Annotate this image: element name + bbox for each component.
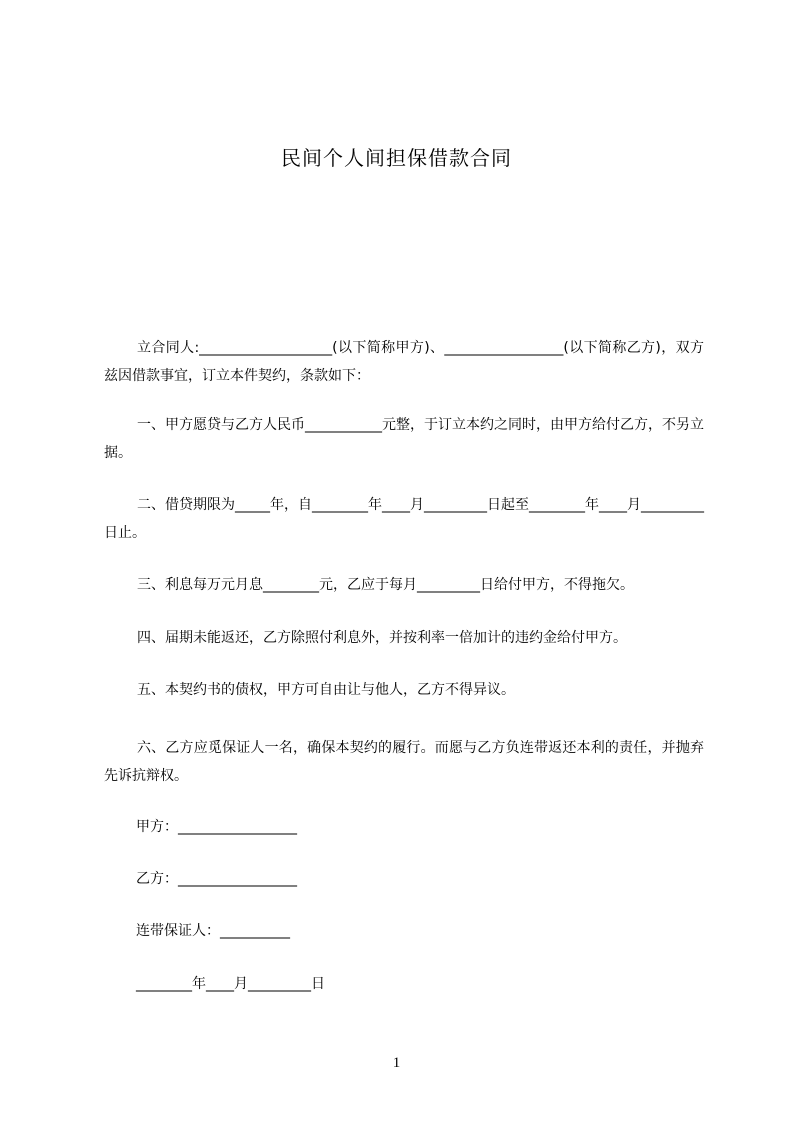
clause-text: 五、本契约书的债权，甲方可自由让与他人，乙方不得异议。	[137, 682, 515, 698]
party-a-signature: 甲方：_________________	[136, 819, 297, 835]
clause-5	[104, 676, 704, 704]
clause-3	[104, 571, 704, 599]
document-title: 民间个人间担保借款合同	[281, 146, 512, 170]
clause-2	[104, 491, 704, 547]
page-number: 1	[392, 1055, 401, 1071]
clause-text: 三、利息每万元月息________元，乙应于每月_________日给付甲方，不得拖欠。	[137, 577, 634, 593]
party-b-signature: 乙方：_________________	[136, 871, 297, 887]
clause-6	[104, 734, 704, 790]
clause-1	[104, 411, 704, 467]
signing-date: ________年____月_________日	[136, 976, 325, 992]
clause-4	[104, 624, 704, 652]
clause-text: 立合同人:___________________(以下简称甲方)、_________________(以下简称乙方)，双方兹因借款事宜，订立本件契约，条款如下：	[104, 340, 704, 384]
clause-text: 一、甲方愿贷与乙方人民币___________元整，于订立本约之同时，由甲方给付乙方，不另立据。	[104, 417, 704, 461]
clause-text: 六、乙方应觅保证人一名，确保本契约的履行。而愿与乙方负连带返还本利的责任，并抛弃先诉抗辩权。	[104, 740, 704, 784]
clause-text: 四、届期未能返还，乙方除照付利息外，并按利率一倍加计的违约金给付甲方。	[137, 630, 627, 646]
clause-text: 二、借贷期限为_____年，自________年____月_________日起至________年____月_________日止。	[104, 497, 704, 541]
guarantor-signature: 连带保证人：__________	[136, 923, 290, 939]
clause-parties	[104, 334, 704, 390]
